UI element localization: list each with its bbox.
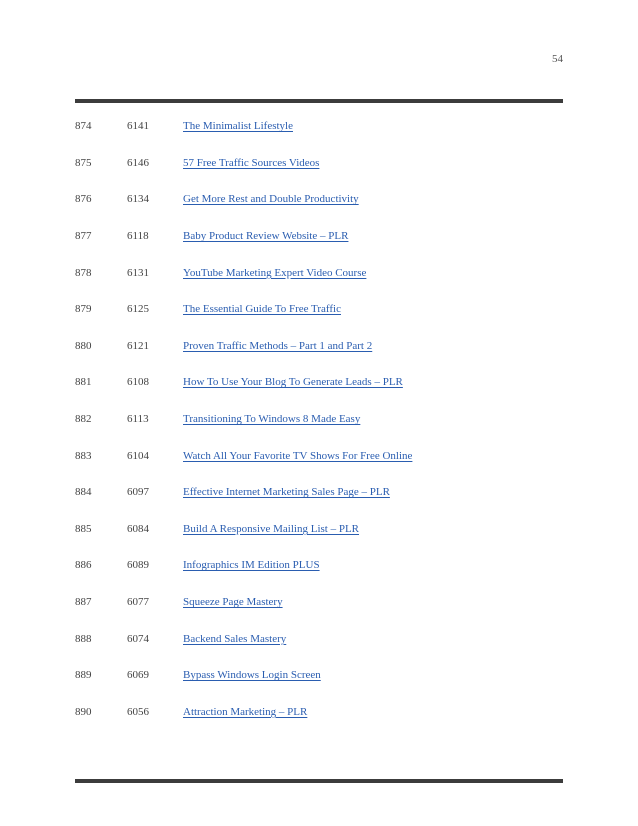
entry-title-link[interactable]: Get More Rest and Double Productivity	[183, 193, 359, 206]
list-item	[75, 511, 563, 548]
entry-title-link[interactable]: Baby Product Review Website – PLR	[183, 230, 349, 243]
list-item	[75, 437, 563, 474]
entry-index: 887	[75, 596, 92, 609]
entry-title-link[interactable]: The Minimalist Lifestyle	[183, 120, 293, 133]
entry-id: 6113	[127, 413, 149, 426]
entry-id: 6089	[127, 559, 149, 572]
footer-rule	[75, 779, 563, 783]
entry-index: 876	[75, 193, 92, 206]
entry-title-link[interactable]: Infographics IM Edition PLUS	[183, 559, 320, 572]
entry-list	[75, 108, 563, 730]
entry-title-link[interactable]: Squeeze Page Mastery	[183, 596, 283, 609]
entry-title-link[interactable]: Backend Sales Mastery	[183, 632, 287, 645]
entry-title-link[interactable]: 57 Free Traffic Sources Videos	[183, 156, 320, 169]
entry-id: 6121	[127, 339, 149, 352]
list-item	[75, 657, 563, 694]
list-item	[75, 181, 563, 218]
entry-index: 881	[75, 376, 92, 389]
entry-title-link[interactable]: Effective Internet Marketing Sales Page – PLR	[183, 486, 390, 499]
entry-index: 880	[75, 339, 92, 352]
entry-index: 882	[75, 413, 92, 426]
entry-id: 6118	[127, 230, 149, 243]
entry-title-link[interactable]: Proven Traffic Methods – Part 1 and Part 2	[183, 339, 373, 352]
entry-id: 6077	[127, 596, 149, 609]
entry-index: 883	[75, 449, 92, 462]
entry-id: 6104	[127, 449, 149, 462]
entry-title-link[interactable]: YouTube Marketing Expert Video Course	[183, 266, 367, 279]
entry-id: 6056	[127, 705, 149, 718]
entry-title-link[interactable]: Watch All Your Favorite TV Shows For Free Online	[183, 449, 413, 462]
list-item	[75, 401, 563, 438]
entry-index: 884	[75, 486, 92, 499]
list-item	[75, 291, 563, 328]
list-item	[75, 547, 563, 584]
entry-title-link[interactable]: The Essential Guide To Free Traffic	[183, 303, 341, 316]
entry-title-link[interactable]: Build A Responsive Mailing List – PLR	[183, 522, 360, 535]
entry-index: 890	[75, 705, 92, 718]
list-item	[75, 364, 563, 401]
entry-index: 889	[75, 669, 92, 682]
entry-id: 6141	[127, 120, 149, 133]
entry-id: 6084	[127, 522, 149, 535]
entry-title-link[interactable]: Attraction Marketing – PLR	[183, 705, 308, 718]
list-item	[75, 584, 563, 621]
list-item	[75, 145, 563, 182]
entry-index: 877	[75, 230, 92, 243]
entry-id: 6146	[127, 156, 149, 169]
entry-title-link[interactable]: Transitioning To Windows 8 Made Easy	[183, 413, 361, 426]
entry-index: 875	[75, 156, 92, 169]
entry-index: 874	[75, 120, 92, 133]
entry-id: 6097	[127, 486, 149, 499]
entry-index: 878	[75, 266, 92, 279]
list-item	[75, 254, 563, 291]
entry-title-link[interactable]: How To Use Your Blog To Generate Leads – PLR	[183, 376, 403, 389]
entry-id: 6074	[127, 632, 149, 645]
entry-id: 6108	[127, 376, 149, 389]
entry-id: 6131	[127, 266, 149, 279]
list-item	[75, 108, 563, 145]
list-item	[75, 218, 563, 255]
entry-index: 888	[75, 632, 92, 645]
page-number: 54	[552, 53, 563, 65]
entry-index: 886	[75, 559, 92, 572]
header-rule	[75, 99, 563, 103]
entry-title-link[interactable]: Bypass Windows Login Screen	[183, 669, 321, 682]
list-item	[75, 328, 563, 365]
list-item	[75, 620, 563, 657]
list-item	[75, 474, 563, 511]
entry-id: 6069	[127, 669, 149, 682]
entry-index: 879	[75, 303, 92, 316]
entry-index: 885	[75, 522, 92, 535]
entry-id: 6125	[127, 303, 149, 316]
list-item	[75, 694, 563, 731]
entry-id: 6134	[127, 193, 149, 206]
